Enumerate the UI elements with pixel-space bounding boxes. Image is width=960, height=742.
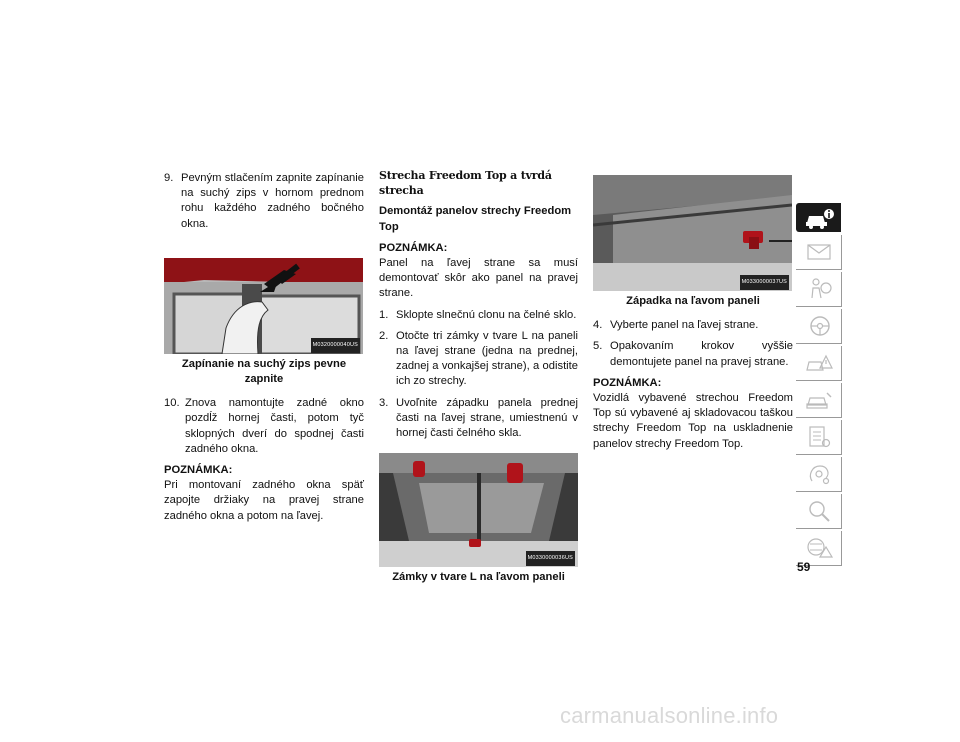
column-middle xyxy=(379,171,578,594)
step-number: 5. xyxy=(593,340,603,353)
figure-code: M0320000040US xyxy=(311,338,360,353)
step-3 xyxy=(379,396,578,442)
tab-multimedia[interactable] xyxy=(796,457,842,492)
car-info-icon xyxy=(804,205,834,231)
step-text: Opakovaním krokov vyššie demontujete panel na pravej strane. xyxy=(610,340,793,368)
seatbelt-airbag-icon xyxy=(804,276,834,302)
figure-l-locks xyxy=(379,453,578,567)
figure-caption: Zapínanie na suchý zips pevne zapnite xyxy=(181,357,347,386)
languages-icon xyxy=(804,535,834,561)
section-title: Strecha Freedom Top a tvrdá strecha xyxy=(379,169,552,198)
step-number: 9. xyxy=(164,172,174,184)
tab-key-envelope[interactable] xyxy=(796,235,842,270)
subheading: Demontáž panelov strechy Freedom Top xyxy=(379,205,572,233)
key-envelope-icon xyxy=(804,239,834,265)
step-number: 1. xyxy=(379,308,389,321)
tab-seatbelt-airbag[interactable] xyxy=(796,272,842,307)
column-left xyxy=(164,171,364,530)
column-right xyxy=(593,171,793,458)
step-text: Sklopte slnečnú clonu na čelné sklo. xyxy=(396,308,577,321)
note-text: Panel na ľavej strane sa musí demontovať skôr ako panel na pravej strane. xyxy=(379,257,578,300)
steering-wheel-icon xyxy=(804,313,834,339)
search-index-icon xyxy=(804,498,834,524)
step-text: Otočte tri zámky v tvare L na paneli na ľavej strane (jedna na prednej, zadnej a vonkajšej strane), a odistite ich zo strechy. xyxy=(396,329,578,388)
step-number: 4. xyxy=(593,319,603,332)
step-text: Uvoľnite západku panela prednej časti na ľavej strane, umiestnenú v hornej časti čelného skla. xyxy=(396,396,578,440)
car-warning-icon xyxy=(804,350,834,376)
figure-code: M0330000037US xyxy=(740,275,789,290)
car-service-icon xyxy=(804,387,834,413)
step-number: 2. xyxy=(379,329,389,342)
multimedia-icon xyxy=(804,461,834,487)
tab-car-info[interactable] xyxy=(796,203,841,232)
step-text: Vyberte panel na ľavej strane. xyxy=(610,319,759,332)
tab-steering-wheel[interactable] xyxy=(796,309,842,344)
step-2 xyxy=(379,329,578,390)
tab-specifications[interactable] xyxy=(796,420,842,455)
step-5 xyxy=(593,339,793,369)
figure-caption: Západka na ľavom paneli xyxy=(626,295,760,307)
step-number: 10. xyxy=(164,397,180,410)
step-text: Pevným stlačením zapnite zapínanie na suchý zips v hornom prednom rohu každého zadného bočného okna. xyxy=(181,172,364,230)
step-number: 3. xyxy=(379,396,389,409)
page-number: 59 xyxy=(797,560,811,574)
step-text: Znova namontujte zadné okno pozdĺž hornej časti, potom tyč sklopných dverí do spodnej časti zadného okna. xyxy=(185,397,364,455)
figure-velcro xyxy=(164,258,363,354)
note-heading: POZNÁMKA: xyxy=(379,241,448,254)
note-heading: POZNÁMKA: xyxy=(164,464,233,477)
chapter-tabs xyxy=(796,203,841,568)
figure-code: M0330000036US xyxy=(526,551,575,566)
note-text: Pri montovaní zadného okna späť zapojte držiaky na pravej strane zadného okna a potom na ľavej. xyxy=(164,479,364,522)
watermark-footer: carmanualsonline.info xyxy=(560,703,779,728)
tab-car-service[interactable] xyxy=(796,383,842,418)
specifications-list-icon xyxy=(804,424,834,450)
step-9 xyxy=(164,171,364,232)
tab-search-index[interactable] xyxy=(796,494,842,529)
tab-car-warning[interactable] xyxy=(796,346,842,381)
note-heading: POZNÁMKA: xyxy=(593,376,662,389)
note-text: Vozidlá vybavené strechou Freedom Top sú vybavené aj skladovacou taškou strechy Freedom Top na uskladnenie panelov strechy Freedom Top. xyxy=(593,392,793,450)
step-10 xyxy=(164,396,364,457)
latch-illustration xyxy=(593,175,792,291)
figure-caption: Zámky v tvare L na ľavom paneli xyxy=(392,571,565,584)
figure-latch xyxy=(593,175,792,291)
step-4 xyxy=(593,318,793,333)
step-1 xyxy=(379,308,578,323)
